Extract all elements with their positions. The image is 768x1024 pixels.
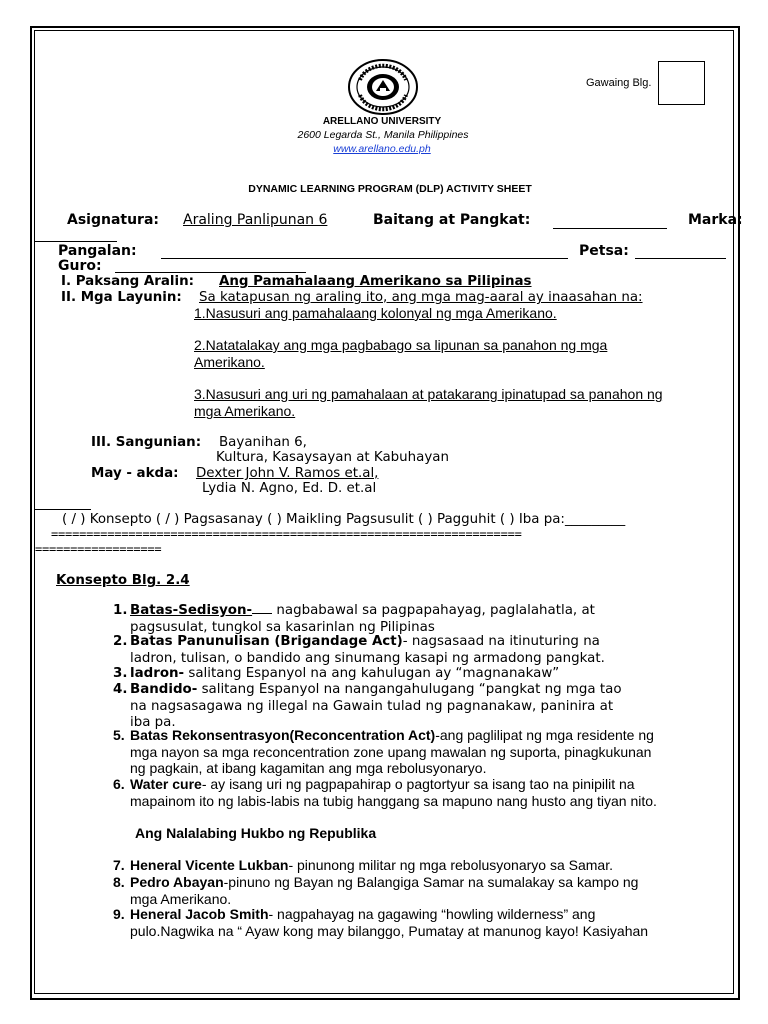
akda-divider [35, 509, 91, 510]
definition-item-2: 2. Batas Panunulisan (Brigandage Act)- nagsasaad na itinuturing na ladron, tulisan, o bandido ang sinumang kasapi ng armadong pangkat. [113, 634, 605, 666]
baitang-blank[interactable] [553, 228, 667, 229]
objective-2-line1: 2.Natatalakay ang mga pagbabago sa lipunan sa panahon ng mga [194, 337, 608, 353]
layunin-label: II. Mga Layunin: [61, 290, 182, 305]
baitang-label: Baitang at Pangkat: [373, 212, 531, 228]
definition-item-5: 5. Batas Rekonsentrasyon(Reconcentration Act)-ang paglilipat ng mga residente ng mga nayon sa mga reconcentration zone upang mawalan ng suporta, pinagkukunan ng pagkain, at ibang kagamitan ang mga rebolusyonaryo. [113, 727, 654, 776]
definition-item-8: 8. Pedro Abayan-pinuno ng Bayan ng Balangiga Samar na sumalakay sa kampo ng mga Amerikano. [113, 874, 639, 907]
university-name: ARELLANO UNIVERSITY [322, 116, 442, 127]
petsa-label: Petsa: [579, 243, 629, 259]
sangunian-line1: Bayanihan 6, [219, 435, 307, 450]
definition-item-9: 9. Heneral Jacob Smith- nagpahayag na gagawing “howling wilderness” ang pulo.Nagwika na “ Ayaw kong may bilanggo, Pumatay at manunog kayo! Kasiyahan [113, 906, 649, 939]
objective-3-line1: 3.Nasusuri ang uri ng pamahalaan at patakarang ipinatupad sa panahon ng [194, 386, 663, 402]
university-seal-logo [346, 58, 420, 116]
pangalan-label: Pangalan: [58, 243, 137, 259]
guro-blank[interactable] [115, 272, 306, 273]
subheading-remaining-army: Ang Nalalabing Hukbo ng Republika [135, 825, 377, 841]
paksa-value: Ang Pamahalaang Amerikano sa Pilipinas [219, 274, 532, 289]
objective-2-line2: Amerikano. [194, 354, 265, 370]
pangalan-blank[interactable] [161, 258, 568, 259]
akda-label: May - akda: [91, 466, 179, 481]
university-website-link[interactable]: www.arellano.edu.ph [333, 143, 431, 155]
petsa-blank[interactable] [635, 258, 726, 259]
definition-item-4: 4. Bandido- salitang Espanyol na nangangahulugang “pangkat ng mga tao na nagsasagawa ng illegal na Gawain tulad ng pagnanakaw, paninira at iba pa. [113, 682, 622, 730]
university-address: 2600 Legarda St., Manila Philippines [297, 129, 469, 141]
concept-title: Konsepto Blg. 2.4 [56, 573, 190, 588]
objective-1: 1.Nasusuri ang pamahalaang kolonyal ng mga Amerikano. [194, 305, 557, 321]
layunin-intro: Sa katapusan ng araling ito, ang mga mag-aaral ay inaasahan na: [199, 290, 643, 305]
sangunian-label: III. Sangunian: [91, 435, 202, 450]
activity-types-checklist[interactable]: ( / ) Konsepto ( / ) Pagsasanay ( ) Maikling Pagsusulit ( ) Pagguhit ( ) Iba pa:_________ [62, 512, 626, 527]
gawain-label: Gawaing Blg. [586, 77, 652, 89]
definition-item-3: 3. ladron- salitang Espanyol na ang kahulugan ay “magnanakaw” [113, 666, 560, 681]
gawain-number-box [658, 61, 705, 105]
asignatura-label: Asignatura: [67, 212, 160, 228]
sangunian-line2: Kultura, Kasaysayan at Kabuhayan [216, 450, 449, 465]
marka-label: Marka: [688, 212, 743, 228]
objective-3-line2: mga Amerikano. [194, 403, 296, 419]
definition-item-7: 7. Heneral Vicente Lukban- pinunong militar ng mga rebolusyonaryo sa Samar. [113, 857, 613, 873]
separator-line-1: =================================================================== [51, 527, 522, 541]
definition-item-1: 1. Batas-Sedisyon- nagbabawal sa pagpapahayag, paglalahatla, at pagsusulat, tungkol sa kasarinlan ng Pilipinas [113, 603, 595, 635]
definition-item-6: 6. Water cure- ay isang uri ng pagpapahirap o pagtortyur sa isang tao na pinipilit na mapainom ito ng labis-labis na tubig hanggang sa mapuno nang husto ang tiyan nito. [113, 776, 657, 809]
separator-line-2: ================== [35, 542, 162, 556]
marka-blank[interactable] [35, 241, 117, 242]
guro-label: Guro: [58, 258, 102, 274]
sheet-title: DYNAMIC LEARNING PROGRAM (DLP) ACTIVITY SHEET [248, 183, 532, 195]
akda-line2: Lydia N. Agno, Ed. D. et.al [202, 481, 377, 496]
akda-line1: Dexter John V. Ramos et.al, [196, 466, 379, 481]
paksa-label: I. Paksang Aralin: [61, 274, 194, 289]
asignatura-value: Araling Panlipunan 6 [183, 212, 328, 228]
